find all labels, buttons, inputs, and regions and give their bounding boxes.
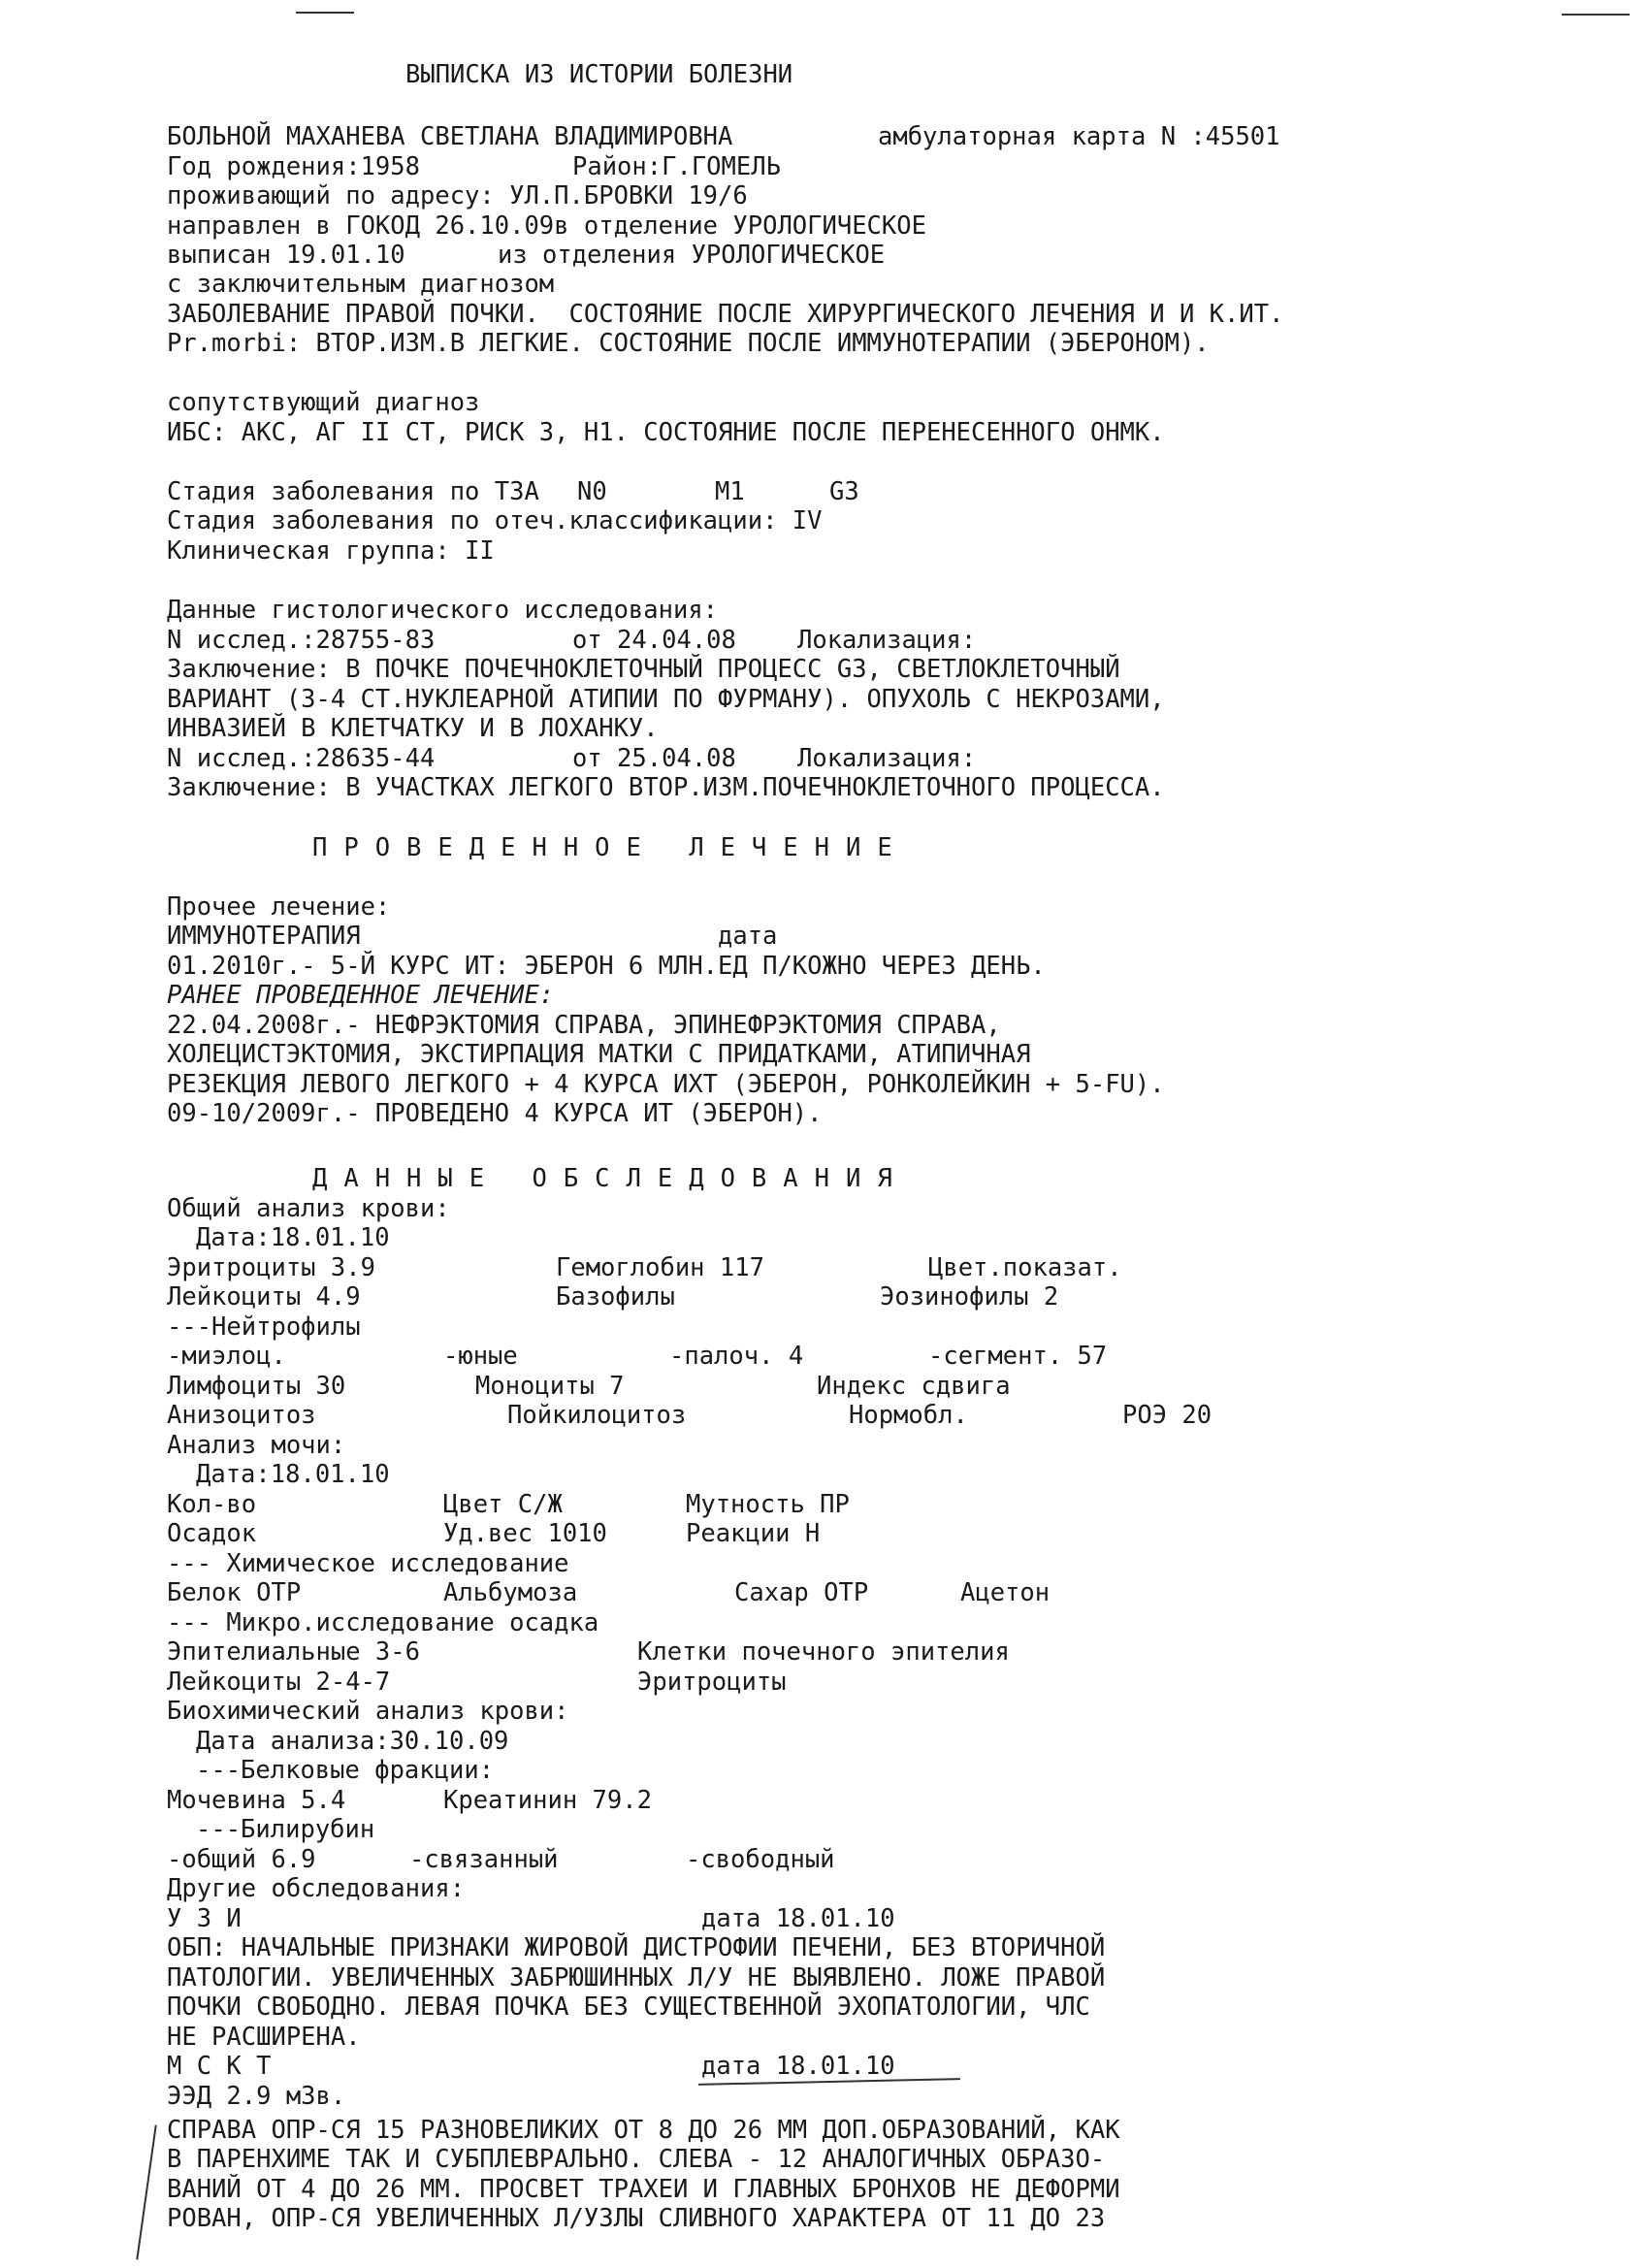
urine-quantity: Кол-во xyxy=(167,1490,257,1519)
other-treatment-label: Прочее лечение: xyxy=(167,892,391,922)
previous-treatment-1: 22.04.2008г.- НЕФРЭКТОМИЯ СПРАВА, ЭПИНЕФРЭКТОМИЯ СПРАВА, xyxy=(167,1011,1001,1040)
msct-text-4: РОВАН, ОПР-СЯ УВЕЛИЧЕННЫХ Л/УЗЛЫ СЛИВНОГО ХАРАКТЕРА ОТ 11 ДО 23 xyxy=(167,2204,1106,2233)
histology-1-conclusion-2: ВАРИАНТ (3-4 СТ.НУКЛЕАРНОЙ АТИПИИ ПО ФУРМАНУ). ОПУХОЛЬ С НЕКРОЗАМИ, xyxy=(167,685,1165,714)
stage-n: N0 xyxy=(577,477,607,506)
urine-sediment: Осадок xyxy=(167,1519,257,1548)
cbc-date: Дата:18.01.10 xyxy=(196,1223,390,1252)
creatinine: Креатинин 79.2 xyxy=(443,1786,652,1815)
clinical-group: Клиническая группа: II xyxy=(167,536,495,566)
district: Район:Г.ГОМЕЛЬ xyxy=(572,152,781,181)
comorbid-label: сопутствующий диагноз xyxy=(167,388,480,417)
ultrasound-label: У З И xyxy=(167,1904,242,1933)
juvenile: -юные xyxy=(443,1342,518,1371)
card-number: амбулаторная карта N :45501 xyxy=(878,122,1280,151)
stage-tnm-label: Стадия заболевания по T3A xyxy=(167,477,539,506)
neutrophils-label: ---Нейтрофилы xyxy=(167,1312,361,1342)
msct-text-1: СПРАВА ОПР-СЯ 15 РАЗНОВЕЛИКИХ ОТ 8 ДО 26 ММ ДОП.ОБРАЗОВАНИЙ, КАК xyxy=(167,2116,1120,2145)
ultrasound-text-3: ПОЧКИ СВОБОДНО. ЛЕВАЯ ПОЧКА БЕЗ СУЩЕСТВЕННОЙ ЭХОПАТОЛОГИИ, ЧЛС xyxy=(167,1993,1090,2022)
ultrasound-date: дата 18.01.10 xyxy=(701,1904,895,1933)
biochemistry-date: Дата анализа:30.10.09 xyxy=(196,1727,509,1756)
normoblasts: Нормобл. xyxy=(849,1401,968,1430)
birth-year: Год рождения:1958 xyxy=(167,152,420,181)
ultrasound-text-4: НЕ РАСШИРЕНА. xyxy=(167,2023,361,2052)
wbc: Лейкоциты 4.9 xyxy=(167,1282,361,1312)
previous-treatment-label: РАНЕЕ ПРОВЕДЕННОЕ ЛЕЧЕНИЕ: xyxy=(167,981,555,1010)
urine-color: Цвет С/Ж xyxy=(443,1490,563,1519)
poikilocytosis: Пойкилоцитоз xyxy=(507,1401,687,1430)
shift-index: Индекс сдвига xyxy=(817,1372,1011,1401)
msct-label: М С К Т xyxy=(167,2052,272,2081)
document-title: ВЫПИСКА ИЗ ИСТОРИИ БОЛЕЗНИ xyxy=(405,60,793,89)
final-diagnosis-label: с заключительным диагнозом xyxy=(167,270,555,299)
eosinophils: Эозинофилы 2 xyxy=(880,1282,1059,1312)
urine-acetone: Ацетон xyxy=(960,1578,1051,1607)
histology-2-date: от 25.04.08 xyxy=(572,744,736,773)
monocytes: Моноциты 7 xyxy=(475,1372,625,1401)
histology-1-conclusion-1: Заключение: В ПОЧКЕ ПОЧЕЧНОКЛЕТОЧНЫЙ ПРОЦЕСС G3, СВЕТЛОКЛЕТОЧНЫЙ xyxy=(167,655,1120,684)
hemoglobin: Гемоглобин 117 xyxy=(556,1253,764,1282)
basophils: Базофилы xyxy=(556,1282,675,1312)
bilirubin-total: -общий 6.9 xyxy=(167,1845,316,1874)
histology-1-number: N исслед.:28755-83 xyxy=(167,626,436,655)
urine-sugar: Сахар ОТР xyxy=(734,1578,869,1607)
urine-specific-gravity: Уд.вес 1010 xyxy=(443,1519,607,1548)
patient-name: БОЛЬНОЙ МАХАНЕВА СВЕТЛАНА ВЛАДИМИРОВНА xyxy=(167,122,733,151)
effective-dose: ЭЭД 2.9 мЗв. xyxy=(167,2082,346,2111)
stage-domestic: Стадия заболевания по отеч.классификации: IV xyxy=(167,506,823,535)
protein-fractions-label: ---Белковые фракции: xyxy=(196,1756,495,1785)
final-diagnosis-line-1: ЗАБОЛЕВАНИЕ ПРАВОЙ ПОЧКИ. СОСТОЯНИЕ ПОСЛЕ ХИРУРГИЧЕСКОГО ЛЕЧЕНИЯ И И К.ИТ. xyxy=(167,300,1284,329)
treatment-heading: ПРОВЕДЕННОЕ ЛЕЧЕНИЕ xyxy=(312,833,909,862)
previous-treatment-2: ХОЛЕЦИСТЭКТОМИЯ, ЭКСТИРПАЦИЯ МАТКИ С ПРИДАТКАМИ, АТИПИЧНАЯ xyxy=(167,1040,1031,1069)
stage-g: G3 xyxy=(829,477,859,506)
previous-treatment-3: РЕЗЕКЦИЯ ЛЕВОГО ЛЕГКОГО + 4 КУРСА ИХТ (ЭБЕРОН, РОНКОЛЕЙКИН + 5-FU). xyxy=(167,1070,1165,1099)
discharge-department: из отделения УРОЛОГИЧЕСКОЕ xyxy=(498,241,886,270)
urine-turbidity: Мутность ПР xyxy=(686,1490,850,1519)
ultrasound-text-1: ОБП: НАЧАЛЬНЫЕ ПРИЗНАКИ ЖИРОВОЙ ДИСТРОФИИ ПЕЧЕНИ, БЕЗ ВТОРИЧНОЙ xyxy=(167,1933,1106,1962)
band-neutrophils: -палоч. 4 xyxy=(669,1342,804,1371)
urine-date: Дата:18.01.10 xyxy=(196,1460,390,1489)
current-course: 01.2010г.- 5-Й КУРС ИТ: ЭБЕРОН 6 МЛН.ЕД П/КОЖНО ЧЕРЕЗ ДЕНЬ. xyxy=(167,952,1046,981)
comorbid-diagnosis: ИБС: АКС, АГ II СТ, РИСК 3, Н1. СОСТОЯНИЕ ПОСЛЕ ПЕРЕНЕСЕННОГО ОНМК. xyxy=(167,418,1165,447)
admission: направлен в ГОКОД 26.10.09в отделение УРОЛОГИЧЕСКОЕ xyxy=(167,211,926,241)
renal-epithelial-cells: Клетки почечного эпителия xyxy=(637,1637,1010,1667)
esr: РОЭ 20 xyxy=(1122,1401,1212,1430)
histology-1-localization: Локализация: xyxy=(797,626,977,655)
color-index: Цвет.показат. xyxy=(928,1253,1122,1282)
exam-heading: ДАННЫЕ ОБСЛЕДОВАНИЯ xyxy=(312,1164,909,1193)
bilirubin-label: ---Билирубин xyxy=(196,1815,375,1844)
msct-text-3: ВАНИЙ ОТ 4 ДО 26 ММ. ПРОСВЕТ ТРАХЕИ И ГЛАВНЫХ БРОНХОВ НЕ ДЕФОРМИ xyxy=(167,2175,1120,2204)
histology-1-conclusion-3: ИНВАЗИЕЙ В КЛЕТЧАТКУ И В ЛОХАНКУ. xyxy=(167,714,659,743)
immunotherapy-label: ИММУНОТЕРАПИЯ xyxy=(167,922,361,951)
histology-2-number: N исслед.:28635-44 xyxy=(167,744,436,773)
scan-mark-top-left xyxy=(296,12,354,14)
myelocytes: -миэлоц. xyxy=(167,1342,286,1371)
histology-label: Данные гистологического исследования: xyxy=(167,596,719,625)
discharge-date: выписан 19.01.10 xyxy=(167,241,405,270)
urea: Мочевина 5.4 xyxy=(167,1786,346,1815)
histology-2-conclusion: Заключение: В УЧАСТКАХ ЛЕГКОГО ВТОР.ИЗМ.ПОЧЕЧНОКЛЕТОЧНОГО ПРОЦЕССА. xyxy=(167,773,1165,802)
treatment-date-label: дата xyxy=(718,922,778,951)
urine-label: Анализ мочи: xyxy=(167,1431,346,1460)
biochemistry-label: Биохимический анализ крови: xyxy=(167,1697,569,1726)
final-diagnosis-line-2: Pr.morbi: ВТОР.ИЗМ.В ЛЕГКИЕ. СОСТОЯНИЕ ПОСЛЕ ИММУНОТЕРАПИИ (ЭБЕРОНОМ). xyxy=(167,329,1210,358)
micro-exam-label: --- Микро.исследование осадка xyxy=(167,1608,599,1637)
cbc-label: Общий анализ крови: xyxy=(167,1194,450,1223)
lymphocytes: Лимфоциты 30 xyxy=(167,1372,346,1401)
msct-text-2: В ПАРЕНХИМЕ ТАК И СУБПЛЕВРАЛЬНО. СЛЕВА - 12 АНАЛОГИЧНЫХ ОБРАЗО- xyxy=(167,2145,1106,2174)
segmented-neutrophils: -сегмент. 57 xyxy=(928,1342,1108,1371)
bilirubin-conjugated: -связанный xyxy=(409,1845,559,1874)
histology-1-date: от 24.04.08 xyxy=(572,626,736,655)
previous-treatment-4: 09-10/2009г.- ПРОВЕДЕНО 4 КУРСА ИТ (ЭБЕРОН). xyxy=(167,1099,823,1128)
bilirubin-free: -свободный xyxy=(686,1845,835,1874)
other-exams-label: Другие обследования: xyxy=(167,1874,466,1903)
urine-leukocytes: Лейкоциты 2-4-7 xyxy=(167,1668,391,1697)
stage-m: M1 xyxy=(715,477,745,506)
msct-date: дата 18.01.10 xyxy=(701,2052,895,2081)
chemical-exam-label: --- Химическое исследование xyxy=(167,1549,569,1578)
handwritten-bracket xyxy=(136,2125,156,2260)
urine-erythrocytes: Эритроциты xyxy=(637,1668,787,1697)
address: проживающий по адресу: УЛ.П.БРОВКИ 19/6 xyxy=(167,181,748,211)
scan-mark-top-right xyxy=(1562,14,1630,16)
urine-reaction: Реакции Н xyxy=(686,1519,821,1548)
ultrasound-text-2: ПАТОЛОГИИ. УВЕЛИЧЕННЫХ ЗАБРЮШИННЫХ Л/У НЕ ВЫЯВЛЕНО. ЛОЖЕ ПРАВОЙ xyxy=(167,1963,1106,1993)
urine-albumose: Альбумоза xyxy=(443,1578,578,1607)
epithelial-cells: Эпителиальные 3-6 xyxy=(167,1637,420,1667)
rbc: Эритроциты 3.9 xyxy=(167,1253,375,1282)
anisocytosis: Анизоцитоз xyxy=(167,1401,316,1430)
urine-protein: Белок ОТР xyxy=(167,1578,302,1607)
histology-2-localization: Локализация: xyxy=(797,744,977,773)
